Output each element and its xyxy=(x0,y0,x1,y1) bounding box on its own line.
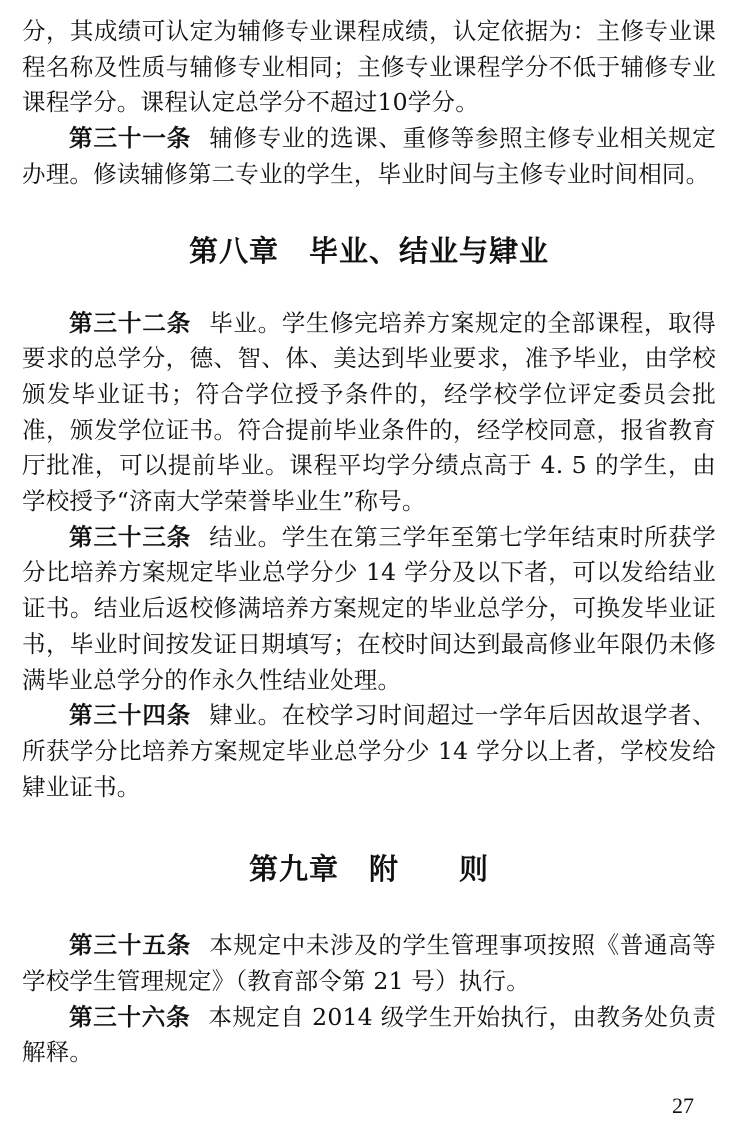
article-35-text: 本规定中未涉及的学生管理事项按照《普通高等学校学生管理规定》（教育部令第 21 号）执行。 xyxy=(22,931,717,996)
chapter-8-title: 第八章 毕业、结业与肄业 xyxy=(188,233,549,268)
article-32-text: 毕业。学生修完培养方案规定的全部课程，取得要求的总学分，德、智、体、美达到毕业要求，准予毕业，由学校颁发毕业证书；符合学位授予条件的，经学校学位评定委员会批准，颁发学位证书。符合提前毕业条件的，经学校同意，报省教育厅批准，可以提前毕业。课程平均学分绩点高于 4. 5 的学生，由学校授予“济南大学荣誉毕业生”称号。 xyxy=(22,308,717,516)
article-34 xyxy=(22,698,716,805)
article-36-text: 本规定自 2014 级学生开始执行，由教务处负责解释。 xyxy=(22,1002,717,1067)
article-36 xyxy=(22,1000,716,1071)
article-32 xyxy=(22,306,716,520)
article-34-label: 第三十四条 xyxy=(69,701,192,730)
page-number: 27 xyxy=(672,1093,694,1118)
chapter-9-title: 第九章 附 则 xyxy=(248,852,489,887)
article-33-label: 第三十三条 xyxy=(69,522,192,551)
article-35 xyxy=(22,928,716,999)
document-page xyxy=(22,14,716,1071)
continued-paragraph: 分，其成绩可认定为辅修专业课程成绩，认定依据为：主修专业课程名称及性质与辅修专业相同；主修专业课程学分不低于辅修专业课程学分。课程认定总学分不超过10学分。 xyxy=(22,17,716,117)
article-31 xyxy=(22,121,716,192)
article-35-label: 第三十五条 xyxy=(69,931,192,960)
article-33 xyxy=(22,520,716,699)
article-32-label: 第三十二条 xyxy=(69,308,192,337)
article-31-label: 第三十一条 xyxy=(69,124,192,153)
article-34-text: 肄业。在校学习时间超过一学年后因故退学者、所获学分比培养方案规定毕业总学分少 14 学分以上者，学校发给肄业证书。 xyxy=(22,701,717,801)
article-33-text: 结业。学生在第三学年至第七学年结束时所获学分比培养方案规定毕业总学分少 14 学分及以下者，可以发给结业证书。结业后返校修满培养方案规定的毕业总学分，可换发毕业证书，毕业时间按发证日期填写；在校时间达到最高修业年限仍未修满毕业总学分的作永久性结业处理。 xyxy=(22,522,717,694)
article-36-label: 第三十六条 xyxy=(69,1002,191,1031)
article-31-text: 辅修专业的选课、重修等参照主修专业相关规定办理。修读辅修第二专业的学生，毕业时间与主修专业时间相同。 xyxy=(22,124,717,188)
